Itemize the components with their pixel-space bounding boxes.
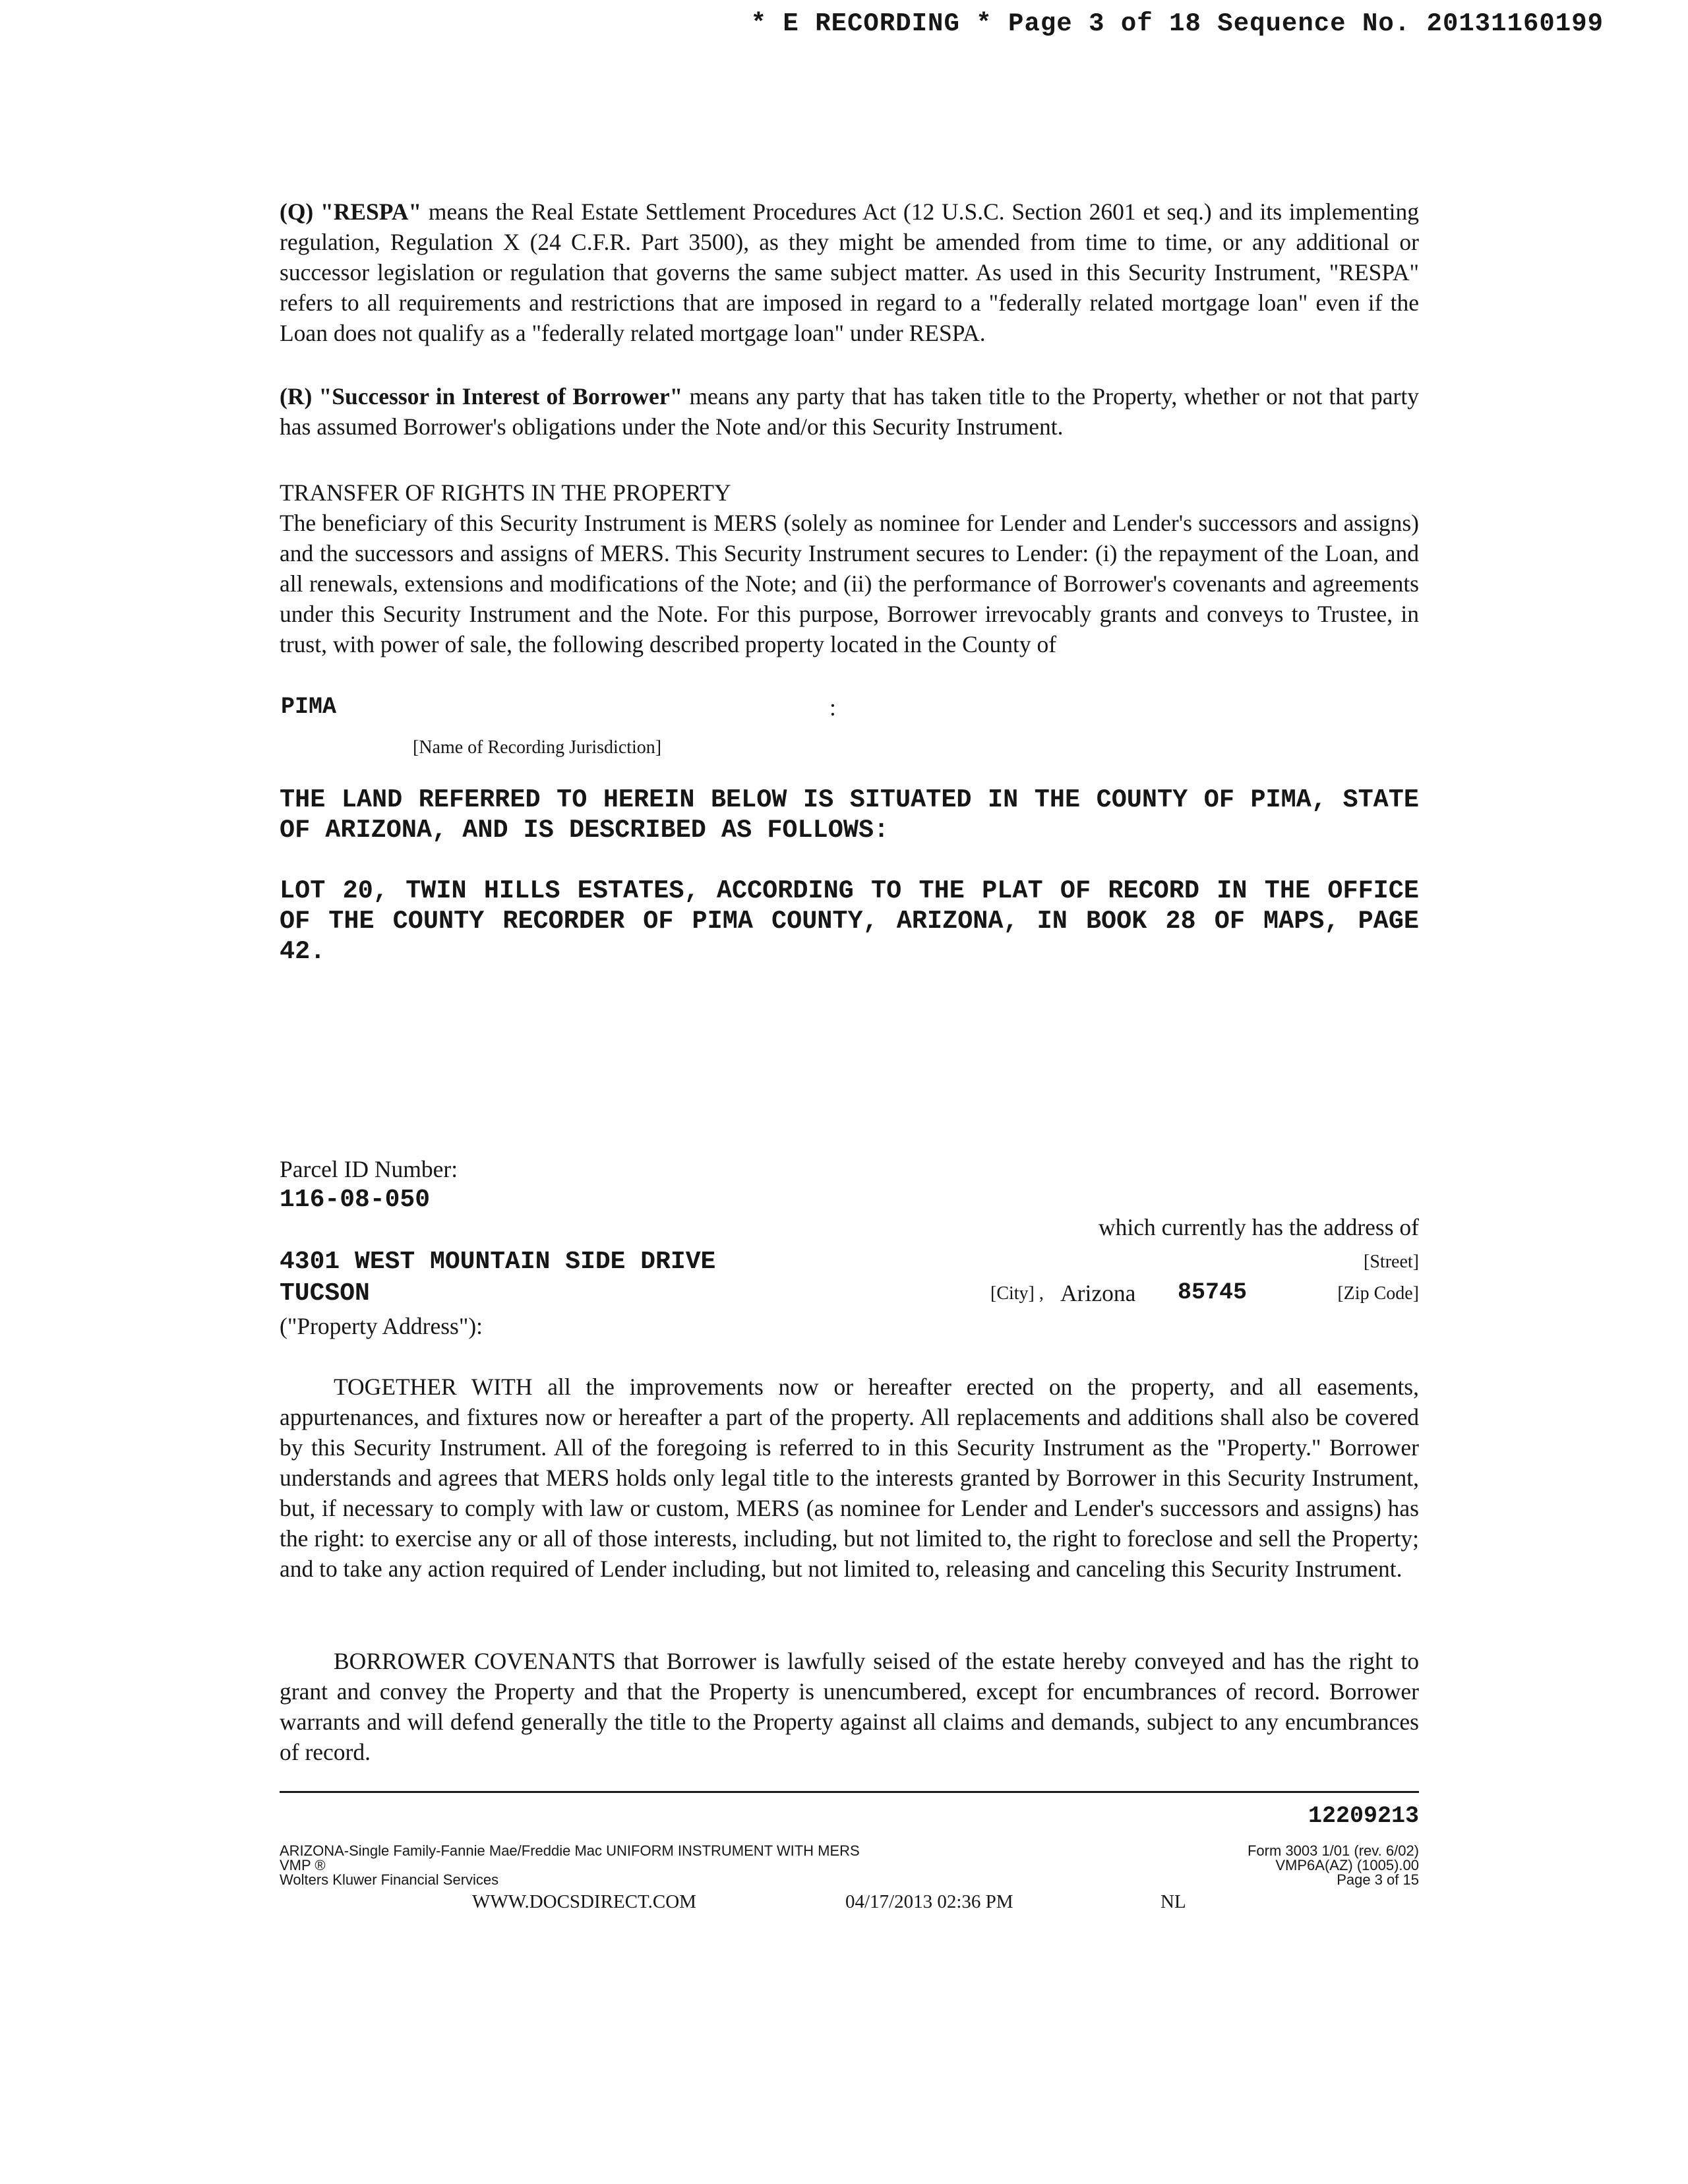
address-intro: which currently has the address of <box>1099 1214 1419 1240</box>
recording-header: * E RECORDING * Page 3 of 18 Sequence No. 20131160199 <box>750 9 1604 38</box>
zip-value: 85745 <box>1178 1279 1248 1306</box>
transfer-body-text: The beneficiary of this Security Instrument is MERS (solely as nominee for Lender and Lender's successors and assigns) and the successors and assigns of MERS. This Security Instrument secures to Lender: (i) the repayment of the Loan, and all renewals, extensions and modifications of the Note; and (ii) the performance of Borrower's covenants and agreements under this Security Instrument and the Note. For this purpose, Borrower irrevocably grants and conveys to Trustee, in trust, with power of sale, the following described property located in the County of <box>280 510 1419 657</box>
county-value: PIMA <box>281 694 337 720</box>
state-value: Arizona <box>1060 1280 1136 1306</box>
definition-respa <box>280 197 1419 348</box>
borrower-covenants-paragraph <box>280 1646 1419 1767</box>
transfer-body <box>280 508 1419 659</box>
footer-form-codes <box>1248 1844 1419 1887</box>
borrower-covenants-text: BORROWER COVENANTS that Borrower is lawfully seised of the estate hereby conveyed and has the right to grant and convey the Property and that the Property is unencumbered, except for encumbrances of record. Borrower warrants and will defend generally the title to the Property against all claims and demands, subject to any encumbrances of record. <box>280 1648 1419 1765</box>
loan-number: 12209213 <box>1308 1803 1419 1829</box>
definition-respa-label: (Q) "RESPA" <box>280 198 422 225</box>
together-with-paragraph <box>280 1372 1419 1584</box>
street-value: 4301 WEST MOUNTAIN SIDE DRIVE <box>280 1248 716 1276</box>
definition-successor-label: (R) "Successor in Interest of Borrower" <box>280 383 683 410</box>
property-address-label: ("Property Address"): <box>280 1313 483 1339</box>
county-colon: : <box>829 694 836 721</box>
footer-divider <box>280 1791 1419 1793</box>
footer-form-title: ARIZONA-Single Family-Fannie Mae/Freddie Mac UNIFORM INSTRUMENT WITH MERS <box>280 1842 860 1859</box>
footer-initials: NL <box>1160 1891 1186 1912</box>
footer-datetime: 04/17/2013 02:36 PM <box>845 1891 1013 1912</box>
footer-page: Page 3 of 15 <box>1337 1871 1419 1888</box>
parcel-id-value: 116-08-050 <box>280 1186 431 1214</box>
city-caption: [City] , <box>990 1283 1044 1304</box>
definition-successor-text: means any party that has taken title to the Property, whether or not that party has assumed Borrower's obligations under the Note and/or this Security Instrument. <box>280 383 1419 440</box>
footer-form-code: VMP6A(AZ) (1005).00 <box>1275 1857 1419 1873</box>
zip-caption: [Zip Code] <box>1337 1283 1419 1304</box>
transfer-heading: TRANSFER OF RIGHTS IN THE PROPERTY <box>280 479 731 506</box>
street-caption: [Street] <box>1364 1252 1419 1272</box>
footer-publisher: Wolters Kluwer Financial Services <box>280 1871 499 1888</box>
footer-vmp: VMP ® <box>280 1857 326 1873</box>
legal-description-intro: THE LAND REFERRED TO HEREIN BELOW IS SITUATED IN THE COUNTY OF PIMA, STATE OF ARIZONA, AND IS DESCRIBED AS FOLLOWS: <box>280 785 1419 845</box>
footer-form-info <box>280 1844 860 1887</box>
footer-website: WWW.DOCSDIRECT.COM <box>472 1891 696 1912</box>
definition-successor <box>280 381 1419 442</box>
definition-respa-text: means the Real Estate Settlement Procedures Act (12 U.S.C. Section 2601 et seq.) and its implementing regulation, Regulation X (24 C.F.R. Part 3500), as they might be amended from time to time, or any additional or successor legislation or regulation that governs the same subject matter. As used in this Security Instrument, "RESPA" refers to all requirements and restrictions that are imposed in regard to a "federally related mortgage loan" even if the Loan does not qualify as a "federally related mortgage loan" under RESPA. <box>280 198 1419 346</box>
together-with-text: TOGETHER WITH all the improvements now or hereafter erected on the property, and all easements, appurtenances, and fixtures now or hereafter a part of the property. All replacements and additions shall also be covered by this Security Instrument. All of the foregoing is referred to in this Security Instrument as the "Property." Borrower understands and agrees that MERS holds only legal title to the interests granted by Borrower in this Security Instrument, but, if necessary to comply with law or custom, MERS (as nominee for Lender and Lender's successors and assigns) has the right: to exercise any or all of those interests, including, but not limited to, the right to foreclose and sell the Property; and to take any action required of Lender including, but not limited to, releasing and canceling this Security Instrument. <box>280 1374 1419 1582</box>
city-value: TUCSON <box>280 1279 370 1308</box>
jurisdiction-caption: [Name of Recording Jurisdiction] <box>413 737 662 758</box>
legal-description-lot: LOT 20, TWIN HILLS ESTATES, ACCORDING TO THE PLAT OF RECORD IN THE OFFICE OF THE COUNTY RECORDER OF PIMA COUNTY, ARIZONA, IN BOOK 28 OF MAPS, PAGE 42. <box>280 876 1419 966</box>
parcel-id-label: Parcel ID Number: <box>280 1156 458 1182</box>
footer-form-number: Form 3003 1/01 (rev. 6/02) <box>1247 1842 1419 1859</box>
